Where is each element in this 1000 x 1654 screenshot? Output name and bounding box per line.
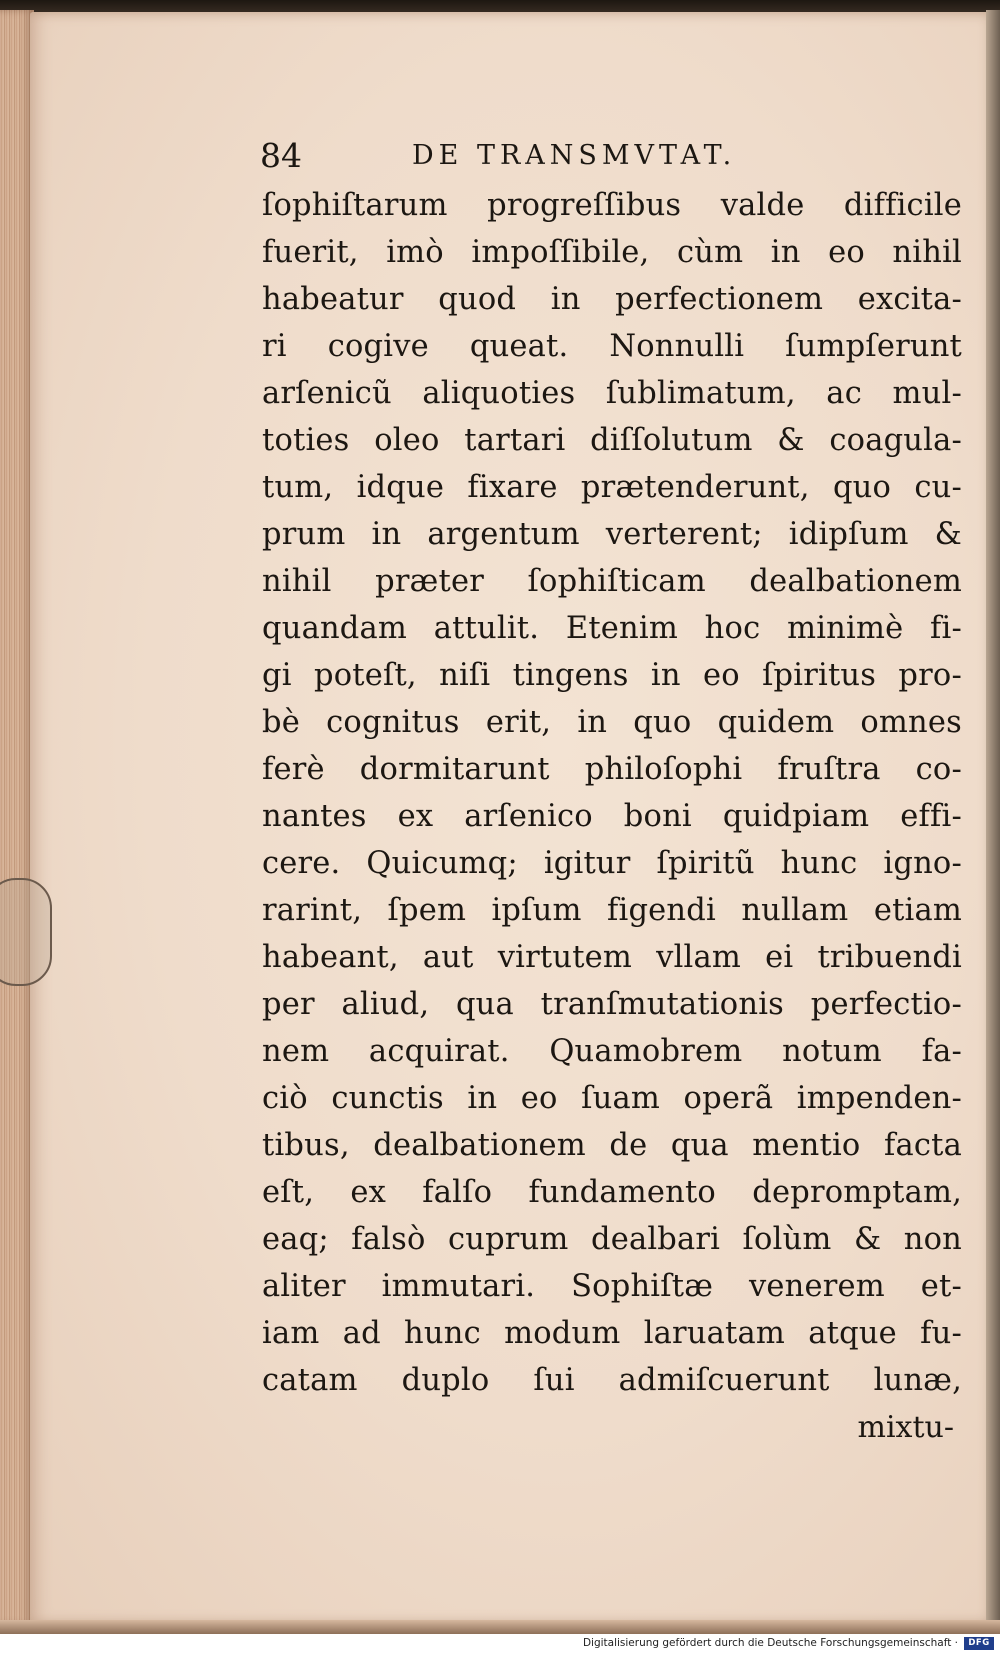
running-head xyxy=(262,130,962,182)
text-line: fuerit, imò impoſſibile, cùm in eo nihil xyxy=(262,235,962,270)
text-line: eſt, ex falſo fundamento depromptam, xyxy=(262,1175,962,1210)
text-line: ſophiſtarum progreſſibus valde difficile xyxy=(262,188,962,223)
body-text xyxy=(262,182,962,1404)
text-line: tibus, dealbationem de qua mentio facta xyxy=(262,1128,962,1163)
text-line: ri cogive queat. Nonnulli ſumpſerunt xyxy=(262,329,962,364)
text-line: habeatur quod in perfectionem excita- xyxy=(262,282,962,317)
page-stack-edge xyxy=(0,10,34,1625)
text-line: tum, idque fixare prætenderunt, quo cu- xyxy=(262,470,962,505)
text-line: arſenicũ aliquoties ſublimatum, ac mul- xyxy=(262,376,962,411)
text-line: prum in argentum verterent; idipſum & xyxy=(262,517,962,552)
text-line: rarint, ſpem ipſum figendi nullam etiam xyxy=(262,893,962,928)
text-line: habeant, aut virtutem vllam ei tribuendi xyxy=(262,940,962,975)
book-clip-icon xyxy=(0,878,52,986)
text-line: cere. Quicumq; igitur ſpiritũ hunc igno- xyxy=(262,846,962,881)
page-number: 84 xyxy=(260,136,302,175)
footer-credit: Digitalisierung gefördert durch die Deutsche Forschungsgemeinschaft · xyxy=(582,1637,958,1649)
text-line: catam duplo ſui admiſcuerunt lunæ, xyxy=(262,1363,962,1398)
bottom-edge xyxy=(0,1620,1000,1634)
text-line: ferè dormitarunt philoſophi fruſtra co- xyxy=(262,752,962,787)
text-line: bè cognitus erit, in quo quidem omnes xyxy=(262,705,962,740)
text-line: aliter immutari. Sophiſtæ venerem et- xyxy=(262,1269,962,1304)
text-line: ciò cunctis in eo ſuam operã impenden- xyxy=(262,1081,962,1116)
text-line: nem acquirat. Quamobrem notum fa- xyxy=(262,1034,962,1069)
text-line: nantes ex arſenico boni quidpiam effi- xyxy=(262,799,962,834)
text-line: toties oleo tartari diſſolutum & coagula- xyxy=(262,423,962,458)
dfg-logo: DFG xyxy=(964,1637,994,1650)
text-line: iam ad hunc modum laruatam atque fu- xyxy=(262,1316,962,1351)
text-line: eaq; falsò cuprum dealbari ſolùm & non xyxy=(262,1222,962,1257)
catchword: mixtu- xyxy=(857,1410,954,1445)
right-edge xyxy=(986,10,1000,1630)
text-line: per aliud, qua tranſmutationis perfectio- xyxy=(262,987,962,1022)
text-line: gi poteſt, niſi tingens in eo ſpiritus pro- xyxy=(262,658,962,693)
text-line: nihil præter ſophiſticam dealbationem xyxy=(262,564,962,599)
footer-bar xyxy=(0,1634,1000,1654)
running-title: DE TRANSMVTAT. xyxy=(412,140,737,171)
text-line: quandam attulit. Etenim hoc minimè fi- xyxy=(262,611,962,646)
text-block xyxy=(262,130,962,1451)
